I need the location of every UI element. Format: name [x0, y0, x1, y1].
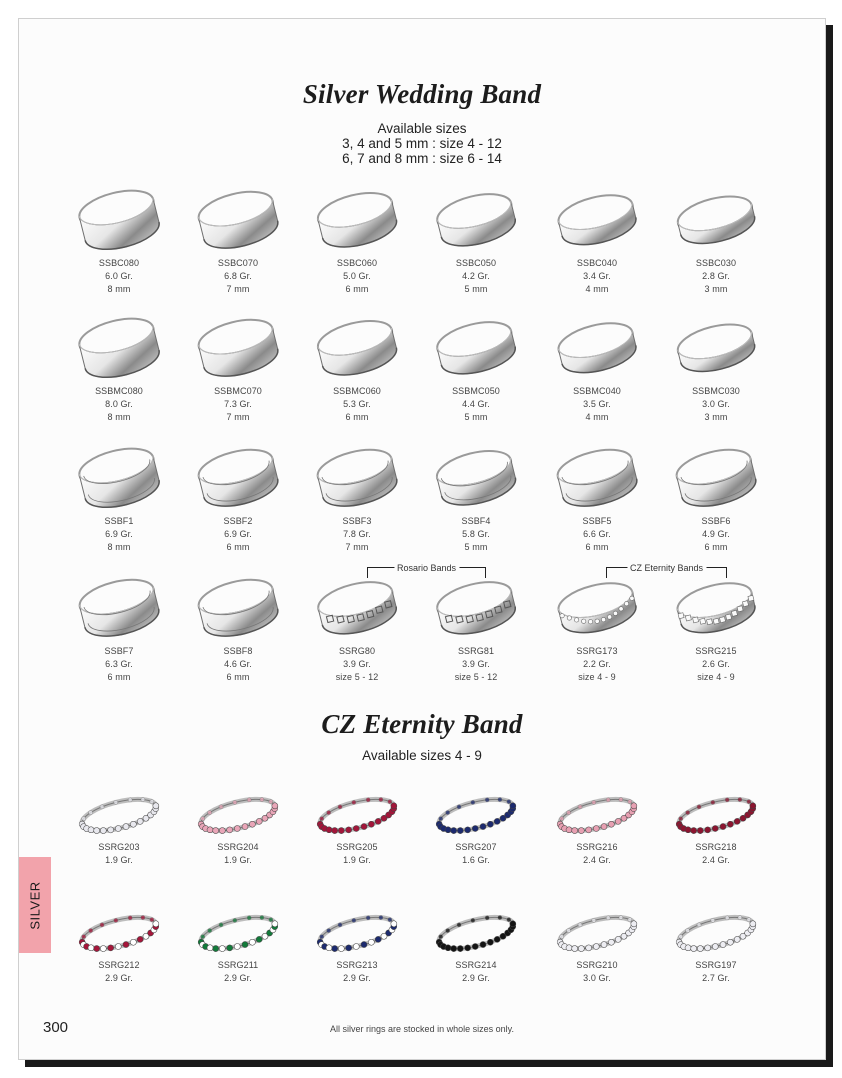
product-spec: 6 mm — [107, 672, 131, 682]
ring-image — [309, 567, 405, 645]
product-item — [178, 567, 298, 684]
product-weight: 3.4 Gr. — [583, 271, 611, 281]
product-code: SSBF2 — [223, 516, 253, 526]
cz-ring-image — [309, 907, 405, 959]
product-weight: 4.4 Gr. — [462, 399, 490, 409]
product-weight: 8.0 Gr. — [105, 399, 133, 409]
product-weight: 2.4 Gr. — [702, 855, 730, 865]
ring-image — [190, 567, 286, 645]
product-code: SSBMC030 — [692, 386, 740, 396]
section-title-cz-eternity: CZ Eternity Band — [321, 709, 523, 739]
product-spec: 8 mm — [107, 284, 131, 294]
product-weight: 1.9 Gr. — [105, 855, 133, 865]
ring-image — [428, 179, 524, 257]
product-item — [416, 307, 536, 424]
product-item — [416, 179, 536, 296]
page-number: 300 — [43, 1019, 69, 1036]
product-weight: 2.2 Gr. — [583, 659, 611, 669]
silver-tab-label: SILVER — [27, 880, 43, 930]
ring-image — [668, 179, 764, 257]
product-spec: 3 mm — [704, 412, 728, 422]
product-item — [178, 437, 298, 554]
product-code: SSRG205 — [336, 842, 378, 852]
cz-available-sizes: Available sizes 4 - 9 — [362, 748, 482, 763]
available-sizes-large: 6, 7 and 8 mm : size 6 - 14 — [342, 151, 502, 166]
product-spec: 8 mm — [107, 412, 131, 422]
product-spec: size 4 - 9 — [697, 672, 735, 682]
product-code: SSBMC040 — [573, 386, 621, 396]
ring-image — [71, 307, 167, 385]
product-code: SSRG173 — [576, 646, 618, 656]
cz-product-item — [297, 907, 417, 985]
product-spec: 5 mm — [464, 412, 488, 422]
product-weight: 1.6 Gr. — [462, 855, 490, 865]
cz-eternity-bands-bracket — [606, 563, 727, 578]
product-weight: 2.6 Gr. — [702, 659, 730, 669]
available-sizes-heading: Available sizes — [377, 121, 467, 136]
product-spec: 5 mm — [464, 542, 488, 552]
rosario-bands-bracket — [367, 563, 486, 578]
product-code: SSRG80 — [338, 646, 376, 656]
product-spec: 4 mm — [585, 412, 609, 422]
ring-image — [71, 567, 167, 645]
product-spec: 7 mm — [226, 412, 250, 422]
product-weight: 7.3 Gr. — [224, 399, 252, 409]
product-spec: 7 mm — [345, 542, 369, 552]
product-spec: 6 mm — [345, 284, 369, 294]
product-weight: 4.9 Gr. — [702, 529, 730, 539]
cz-ring-image — [549, 789, 645, 841]
cz-product-item — [416, 789, 536, 867]
product-item — [297, 179, 417, 296]
product-item — [656, 307, 776, 424]
product-spec: size 5 - 12 — [335, 672, 379, 682]
rosario-bands-label: Rosario Bands — [394, 563, 459, 573]
product-code: SSBMC080 — [95, 386, 143, 396]
product-code: SSBF3 — [342, 516, 372, 526]
product-code: SSBF1 — [104, 516, 134, 526]
ring-image — [668, 437, 764, 515]
product-code: SSRG81 — [457, 646, 495, 656]
product-weight: 2.8 Gr. — [702, 271, 730, 281]
product-item — [59, 179, 179, 296]
ring-image — [190, 179, 286, 257]
product-spec: size 5 - 12 — [454, 672, 498, 682]
product-code: SSBMC050 — [452, 386, 500, 396]
product-spec: 6 mm — [704, 542, 728, 552]
ring-image — [309, 437, 405, 515]
product-spec: 7 mm — [226, 284, 250, 294]
product-code: SSRG218 — [695, 842, 737, 852]
ring-image — [309, 307, 405, 385]
ring-image — [309, 179, 405, 257]
product-item — [656, 179, 776, 296]
product-item — [59, 567, 179, 684]
product-code: SSRG204 — [217, 842, 259, 852]
product-weight: 3.9 Gr. — [462, 659, 490, 669]
product-code: SSBC030 — [695, 258, 737, 268]
product-item — [416, 567, 536, 684]
product-item — [416, 437, 536, 554]
cz-product-item — [297, 789, 417, 867]
product-weight: 2.9 Gr. — [343, 973, 371, 983]
product-code: SSRG211 — [217, 960, 259, 970]
ring-image — [428, 437, 524, 515]
product-code: SSRG212 — [98, 960, 140, 970]
product-weight: 6.9 Gr. — [105, 529, 133, 539]
cz-product-item — [178, 789, 298, 867]
ring-image — [668, 307, 764, 385]
product-code: SSBF4 — [461, 516, 491, 526]
product-item — [297, 307, 417, 424]
ring-image — [549, 307, 645, 385]
product-weight: 3.5 Gr. — [583, 399, 611, 409]
product-weight: 5.8 Gr. — [462, 529, 490, 539]
cz-ring-image — [549, 907, 645, 959]
product-item — [178, 179, 298, 296]
product-code: SSBC050 — [455, 258, 497, 268]
cz-ring-image — [668, 789, 764, 841]
product-item — [537, 567, 657, 684]
product-code: SSRG214 — [455, 960, 497, 970]
product-item — [178, 307, 298, 424]
available-sizes-small: 3, 4 and 5 mm : size 4 - 12 — [342, 136, 502, 151]
cz-product-item — [537, 789, 657, 867]
cz-eternity-bands-label: CZ Eternity Bands — [627, 563, 706, 573]
product-item — [656, 567, 776, 684]
product-weight: 6.6 Gr. — [583, 529, 611, 539]
ring-image — [549, 437, 645, 515]
cz-ring-image — [309, 789, 405, 841]
product-weight: 6.8 Gr. — [224, 271, 252, 281]
ring-image — [668, 567, 764, 645]
ring-image — [71, 437, 167, 515]
product-spec: 3 mm — [704, 284, 728, 294]
product-item — [59, 307, 179, 424]
product-spec: 8 mm — [107, 542, 131, 552]
product-code: SSBF5 — [582, 516, 612, 526]
product-code: SSBC080 — [98, 258, 140, 268]
section-title-wedding-band: Silver Wedding Band — [302, 79, 542, 109]
product-code: SSBF7 — [104, 646, 134, 656]
product-code: SSRG216 — [576, 842, 618, 852]
ring-image — [190, 307, 286, 385]
cz-ring-image — [71, 907, 167, 959]
product-weight: 7.8 Gr. — [343, 529, 371, 539]
ring-image — [71, 179, 167, 257]
cz-product-item — [59, 789, 179, 867]
product-weight: 4.6 Gr. — [224, 659, 252, 669]
product-weight: 3.0 Gr. — [702, 399, 730, 409]
cz-product-item — [537, 907, 657, 985]
product-spec: 6 mm — [226, 672, 250, 682]
product-code: SSBF8 — [223, 646, 253, 656]
product-code: SSRG210 — [576, 960, 618, 970]
product-spec: 6 mm — [226, 542, 250, 552]
silver-section-tab — [19, 857, 51, 953]
ring-image — [190, 437, 286, 515]
product-weight: 6.9 Gr. — [224, 529, 252, 539]
product-code: SSBMC060 — [333, 386, 381, 396]
ring-image — [428, 567, 524, 645]
product-spec: 5 mm — [464, 284, 488, 294]
product-code: SSBC040 — [576, 258, 618, 268]
product-spec: 6 mm — [345, 412, 369, 422]
product-weight: 2.9 Gr. — [224, 973, 252, 983]
product-code: SSBMC070 — [214, 386, 262, 396]
cz-ring-image — [190, 789, 286, 841]
ring-image — [549, 179, 645, 257]
product-item — [297, 437, 417, 554]
footnote: All silver rings are stocked in whole sizes only. — [330, 1024, 514, 1034]
product-code: SSRG215 — [695, 646, 737, 656]
product-code: SSBC070 — [217, 258, 259, 268]
product-code: SSBF6 — [701, 516, 731, 526]
cz-ring-image — [428, 907, 524, 959]
product-code: SSRG203 — [98, 842, 140, 852]
product-code: SSRG213 — [336, 960, 378, 970]
product-weight: 5.0 Gr. — [343, 271, 371, 281]
catalog-page — [18, 18, 826, 1060]
product-weight: 6.3 Gr. — [105, 659, 133, 669]
product-weight: 3.0 Gr. — [583, 973, 611, 983]
product-item — [537, 307, 657, 424]
product-code: SSBC060 — [336, 258, 378, 268]
product-weight: 2.9 Gr. — [105, 973, 133, 983]
product-code: SSRG207 — [455, 842, 497, 852]
cz-ring-image — [428, 789, 524, 841]
product-weight: 2.9 Gr. — [462, 973, 490, 983]
product-weight: 4.2 Gr. — [462, 271, 490, 281]
cz-product-item — [416, 907, 536, 985]
product-spec: size 4 - 9 — [578, 672, 616, 682]
cz-ring-image — [190, 907, 286, 959]
cz-product-item — [59, 907, 179, 985]
cz-ring-image — [668, 907, 764, 959]
product-item — [537, 437, 657, 554]
product-weight: 2.7 Gr. — [702, 973, 730, 983]
product-spec: 4 mm — [585, 284, 609, 294]
cz-product-item — [656, 907, 776, 985]
product-weight: 6.0 Gr. — [105, 271, 133, 281]
cz-product-item — [178, 907, 298, 985]
product-item — [297, 567, 417, 684]
product-weight: 5.3 Gr. — [343, 399, 371, 409]
ring-image — [549, 567, 645, 645]
ring-image — [428, 307, 524, 385]
product-item — [537, 179, 657, 296]
product-weight: 2.4 Gr. — [583, 855, 611, 865]
product-weight: 3.9 Gr. — [343, 659, 371, 669]
cz-ring-image — [71, 789, 167, 841]
product-code: SSRG197 — [695, 960, 737, 970]
product-item — [656, 437, 776, 554]
product-weight: 1.9 Gr. — [224, 855, 252, 865]
product-weight: 1.9 Gr. — [343, 855, 371, 865]
product-item — [59, 437, 179, 554]
cz-product-item — [656, 789, 776, 867]
product-spec: 6 mm — [585, 542, 609, 552]
